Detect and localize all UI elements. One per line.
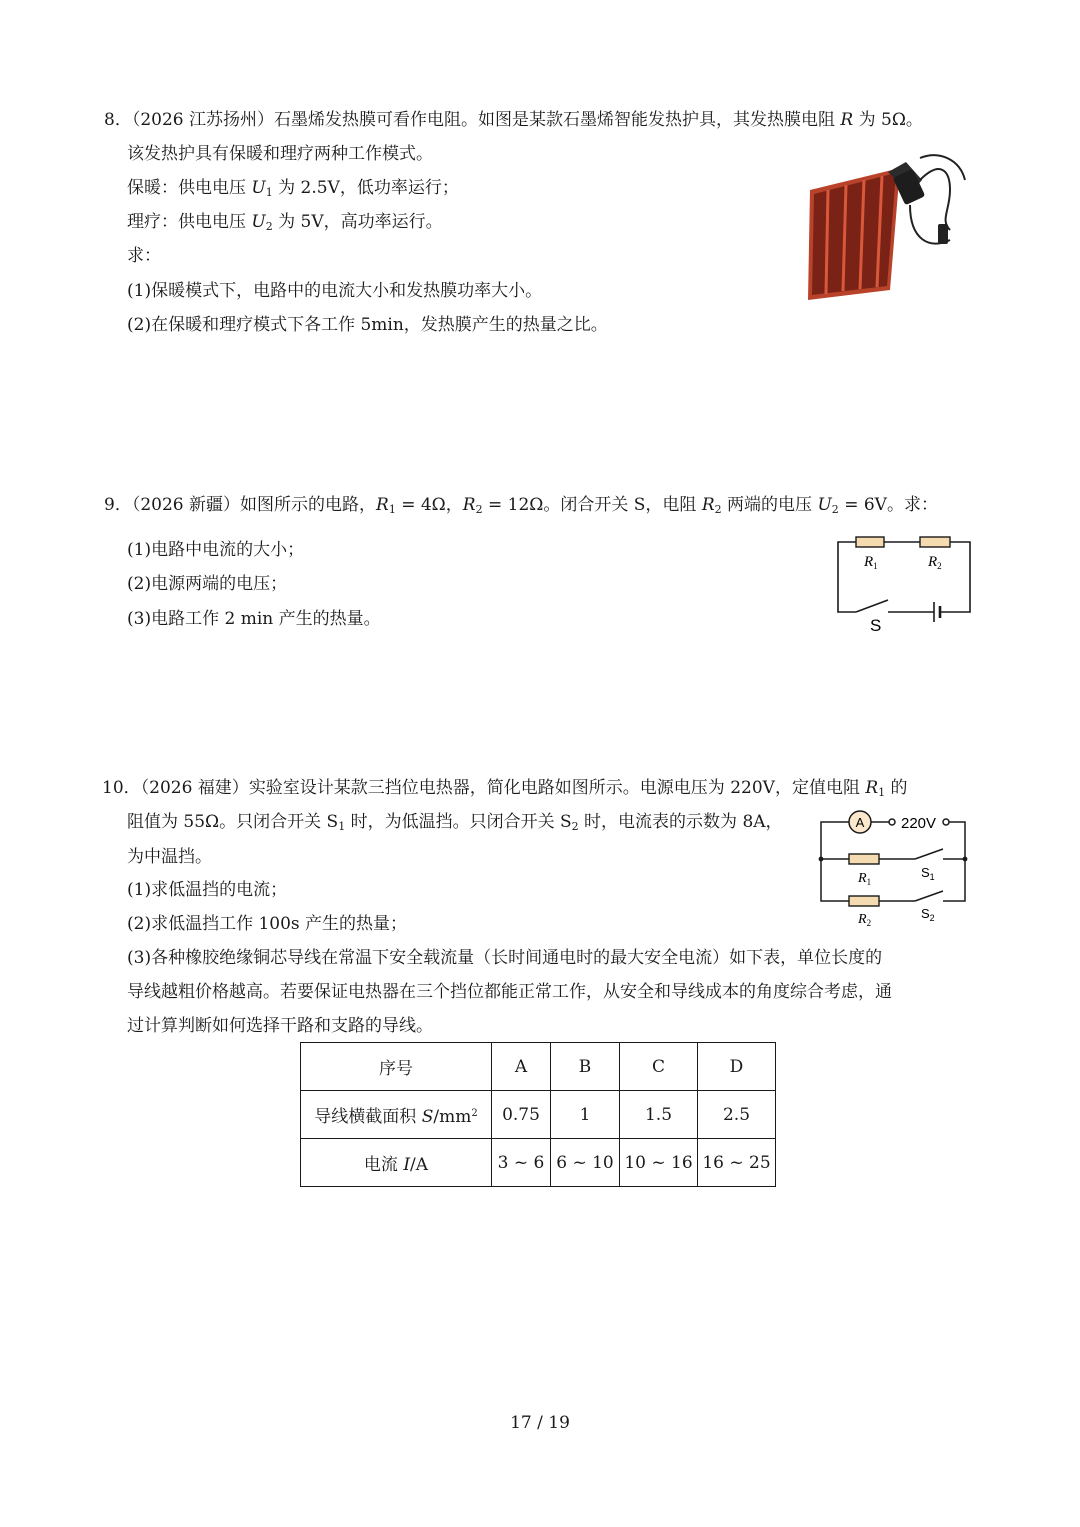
- table-cell: 3 ~ 6: [492, 1139, 551, 1187]
- q10-source-voltage: 220V: [901, 815, 937, 832]
- q10-line-1: [102, 776, 908, 805]
- area-unit-exponent: 2: [471, 1108, 478, 1119]
- q10-source: （2026 福建）: [140, 778, 249, 798]
- q9-text: 。求：: [886, 495, 938, 515]
- q8-text: 为 5Ω。: [853, 110, 923, 130]
- q8-text: 理疗：供电电压: [127, 212, 252, 232]
- q9-r2-symbol: R: [462, 495, 476, 515]
- wire-capacity-table: [300, 1042, 776, 1187]
- q10-subquestion-3-line-2: 导线越粗价格越高。若要保证电热器在三个挡位都能正常工作，从安全和导线成本的角度综合考虑，通: [127, 982, 892, 1002]
- q9-subscript: 2: [714, 503, 722, 516]
- q9-subscript: 1: [388, 503, 396, 516]
- q9-r2-label: $R_2$: [928, 554, 942, 571]
- q8-resistance-symbol: R: [840, 110, 854, 130]
- q9-resistor-r2: [920, 537, 950, 547]
- table-cell: 1: [551, 1091, 620, 1139]
- q9-resistor-r1: [856, 537, 884, 547]
- q8-voltage-symbol: U: [251, 212, 266, 232]
- table-row: [301, 1139, 776, 1187]
- table-header-cell: B: [551, 1043, 620, 1091]
- q10-subscript: 2: [571, 820, 579, 833]
- q10-subquestion-1: (1)求低温挡的电流；: [127, 880, 288, 900]
- q9-source: （2026 新疆）: [131, 495, 240, 515]
- q9-r1-value: = 4Ω: [395, 495, 446, 515]
- q8-text: 为 5V，高功率运行。: [272, 212, 443, 232]
- q8-text: 石墨烯发热膜可看作电阻。如图是某款石墨烯智能发热护具，其发热膜电阻: [274, 110, 841, 130]
- q10-text: 时，为低温挡。只闭合开关 S: [345, 812, 572, 832]
- heating-pad-image: [800, 150, 970, 305]
- q9-sep: ，: [445, 495, 463, 515]
- q8-mode-therapy: [127, 210, 443, 239]
- q9-u2-value: = 6V: [838, 495, 887, 515]
- current-unit: /A: [410, 1155, 429, 1175]
- q10-text: 时，电流表的示数为 8A，: [578, 812, 783, 832]
- q9-text: 两端的电压: [721, 495, 818, 515]
- q8-subscript: 2: [265, 220, 273, 233]
- q10-line-3: 为中温挡。: [127, 847, 212, 867]
- table-row-label: [301, 1139, 492, 1187]
- q8-subquestion-2: (2)在保暖和理疗模式下各工作 5min，发热膜产生的热量之比。: [127, 315, 608, 335]
- q9-number: 9．: [104, 495, 132, 515]
- q8-subquestion-1: (1)保暖模式下，电路中的电流大小和发热膜功率大小。: [127, 281, 543, 301]
- table-cell: 2.5: [698, 1091, 776, 1139]
- table-cell: 16 ~ 25: [698, 1139, 776, 1187]
- q10-r1-label: $R_1$: [858, 871, 872, 887]
- table-header-cell: D: [698, 1043, 776, 1091]
- table-header-cell: A: [492, 1043, 551, 1091]
- table-cell: 10 ~ 16: [620, 1139, 698, 1187]
- q10-subquestion-3-line-3: 过计算判断如何选择干路和支路的导线。: [127, 1016, 433, 1036]
- table-cell: 0.75: [492, 1091, 551, 1139]
- q9-subscript: 2: [475, 503, 483, 516]
- q9-subquestion-2: (2)电源两端的电压；: [127, 574, 288, 594]
- q8-source: （2026 江苏扬州）: [131, 110, 274, 130]
- q9-line-1: [104, 493, 938, 522]
- q10-r1-symbol: R: [865, 778, 879, 798]
- area-symbol: S: [421, 1107, 434, 1127]
- q8-subscript: 1: [265, 186, 273, 199]
- q10-text: 实验室设计某款三挡位电热器，简化电路如图所示。电源电压为 220V，定值电阻: [248, 778, 866, 798]
- table-header-cell: C: [620, 1043, 698, 1091]
- q8-text: 为 2.5V，低功率运行；: [272, 178, 459, 198]
- current-symbol: I: [403, 1155, 411, 1175]
- q9-subscript: 2: [831, 503, 839, 516]
- table-cell: 6 ~ 10: [551, 1139, 620, 1187]
- q10-r2-label: $R_2$: [858, 912, 872, 928]
- table-header-cell: 序号: [301, 1043, 492, 1091]
- page-number: 17 / 19: [510, 1413, 570, 1433]
- q9-switch-label: S: [870, 616, 882, 635]
- q9-subquestion-1: (1)电路中电流的大小；: [127, 540, 305, 560]
- table-row-label: [301, 1091, 492, 1139]
- table-row: [301, 1043, 776, 1091]
- q10-resistor-r2: [849, 896, 879, 906]
- q9-text: 。闭合开关 S，电阻: [543, 495, 702, 515]
- q9-r2-symbol: R: [701, 495, 715, 515]
- q10-s2-label: $S_2$: [921, 906, 935, 923]
- q10-line-2: [127, 810, 783, 839]
- q10-s1-label: $S_1$: [921, 865, 935, 882]
- q9-r1-symbol: R: [376, 495, 389, 515]
- q10-subscript: 1: [338, 820, 346, 833]
- q10-resistor-r1: [849, 854, 879, 864]
- q10-number: 10．: [102, 778, 141, 798]
- q9-voltage-symbol: U: [817, 495, 832, 515]
- table-label-text: 电流: [363, 1155, 404, 1175]
- table-label-text: 导线横截面积: [314, 1107, 422, 1127]
- area-unit: /mm: [433, 1107, 472, 1127]
- q8-number: 8．: [104, 110, 132, 130]
- q8-line-2: 该发热护具有保暖和理疗两种工作模式。: [127, 144, 433, 164]
- q8-voltage-symbol: U: [251, 178, 266, 198]
- q10-text: 的: [885, 778, 908, 798]
- q10-text: 阻值为 55Ω。只闭合开关 S: [127, 812, 339, 832]
- ammeter-label: A: [855, 815, 865, 830]
- q8-line-1: [104, 108, 923, 132]
- q9-circuit-diagram: [830, 530, 980, 635]
- q8-text: 保暖：供电电压: [127, 178, 252, 198]
- table-cell: 1.5: [620, 1091, 698, 1139]
- q10-subquestion-3-line-1: (3)各种橡胶绝缘铜芯导线在常温下安全载流量（长时间通电时的最大安全电流）如下表，单位长度的: [127, 948, 883, 968]
- q9-r2-value: = 12Ω: [482, 495, 544, 515]
- q9-subquestion-3: (3)电路工作 2 min 产生的热量。: [127, 609, 381, 629]
- q10-subscript: 1: [878, 786, 886, 799]
- q8-ask: 求：: [127, 246, 161, 266]
- q10-circuit-diagram: [815, 806, 975, 931]
- q8-mode-warm: [127, 176, 459, 205]
- table-row: [301, 1091, 776, 1139]
- q9-text: 如图所示的电路，: [240, 495, 376, 515]
- q9-r1-label: $R_1$: [864, 554, 878, 571]
- q10-subquestion-2: (2)求低温挡工作 100s 产生的热量；: [127, 914, 408, 934]
